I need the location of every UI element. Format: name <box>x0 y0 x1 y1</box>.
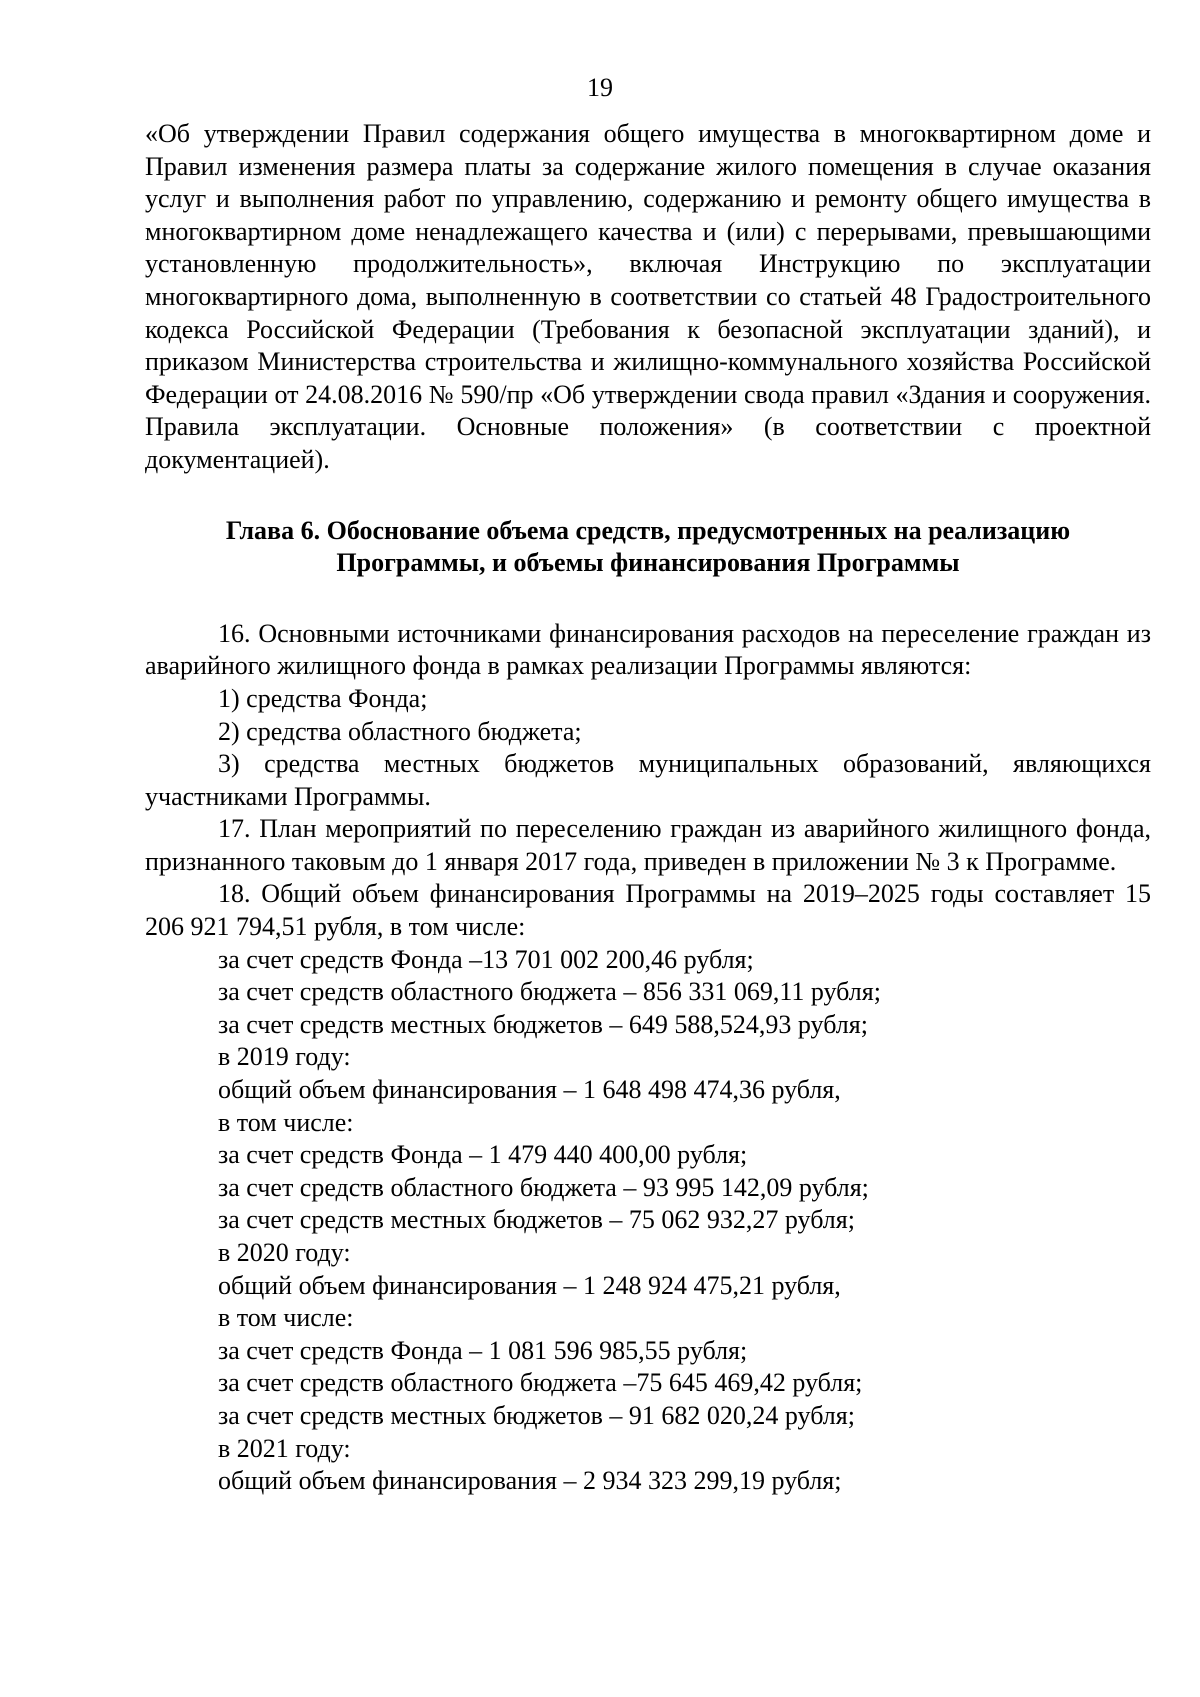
finance-line: за счет средств Фонда – 1 479 440 400,00 рубля; <box>218 1140 748 1170</box>
paragraph-18: 18. Общий объем финансирования Программы на 2019–2025 годы составляет 15 206 921 794,51 рубля, в том числе: <box>145 879 1151 942</box>
chapter-title-line-1: Глава 6. Обоснование объема средств, предусмотренных на реализацию <box>225 515 1071 545</box>
chapter-title-line-2: Программы, и объемы финансирования Программы <box>336 548 960 578</box>
finance-line: в 2020 году: <box>218 1238 351 1267</box>
page-number: 19 <box>587 73 613 102</box>
finance-line: за счет средств Фонда –13 701 002 200,46 рубля; <box>218 944 754 974</box>
finance-line: в 2021 году: <box>218 1433 351 1463</box>
intro-paragraph: «Об утверждении Правил содержания общего имущества в многоквартирном доме и Правил изменения размера платы за содержание жилого помещения в случае оказания услуг и выполнения работ по управлению, содержанию и ремонту общего имущества в многоквартирном доме ненадлежащего качества и (или) с перерывами, превышающими установленную продолжительность», включая Инструкцию по эксплуатации многоквартирного дома, выполненную в соответствии со статьей 48 Градостроительного кодекса Российской Федерации (Требования к безопасной эксплуатации зданий), и приказом Министерства строительства и жилищно-коммунального хозяйства Российской Федерации от 24.08.2016 № 590/пр «Об утверждении свода правил «Здания и сооружения. Правила эксплуатации. Основные положения» (в соответствии с проектной документацией). <box>145 119 1151 474</box>
finance-line: за счет средств областного бюджета – 93 995 142,09 рубля; <box>218 1172 869 1202</box>
paragraph-16-item-3: 3) средства местных бюджетов муниципальных образований, являющихся участниками Программы. <box>145 749 1151 811</box>
finance-line: в том числе: <box>218 1303 354 1333</box>
finance-list <box>145 944 1151 1498</box>
finance-line: общий объем финансирования – 1 648 498 474,36 рубля, <box>218 1075 841 1105</box>
finance-line: за счет средств Фонда – 1 081 596 985,55 рубля; <box>218 1335 748 1365</box>
finance-line: общий объем финансирования – 1 248 924 475,21 рубля, <box>218 1270 841 1300</box>
finance-line: за счет средств местных бюджетов – 649 588,524,93 рубля; <box>218 1009 868 1039</box>
finance-line: за счет средств областного бюджета – 856 331 069,11 рубля; <box>218 977 881 1007</box>
paragraph-16-item-1: 1) средства Фонда; <box>218 683 428 713</box>
paragraph-17: 17. План мероприятий по переселению граждан из аварийного жилищного фонда, признанного таковым до 1 января 2017 года, приведен в приложении № 3 к Программе. <box>145 814 1151 876</box>
chapter-title <box>145 515 1151 580</box>
finance-line: в 2019 году: <box>218 1042 351 1072</box>
finance-line: за счет средств областного бюджета –75 645 469,42 рубля; <box>218 1368 863 1398</box>
finance-line: за счет средств местных бюджетов – 75 062 932,27 рубля; <box>218 1205 855 1235</box>
finance-line: в том числе: <box>218 1107 354 1137</box>
paragraph-16: 16. Основными источниками финансирования расходов на переселение граждан из аварийного жилищного фонда в рамках реализации Программы являются: <box>145 618 1151 681</box>
finance-line: за счет средств местных бюджетов – 91 682 020,24 рубля; <box>218 1400 855 1430</box>
paragraph-16-item-2: 2) средства областного бюджета; <box>218 716 582 746</box>
finance-line: общий объем финансирования – 2 934 323 299,19 рубля; <box>218 1466 842 1496</box>
document-body <box>145 118 1151 1498</box>
